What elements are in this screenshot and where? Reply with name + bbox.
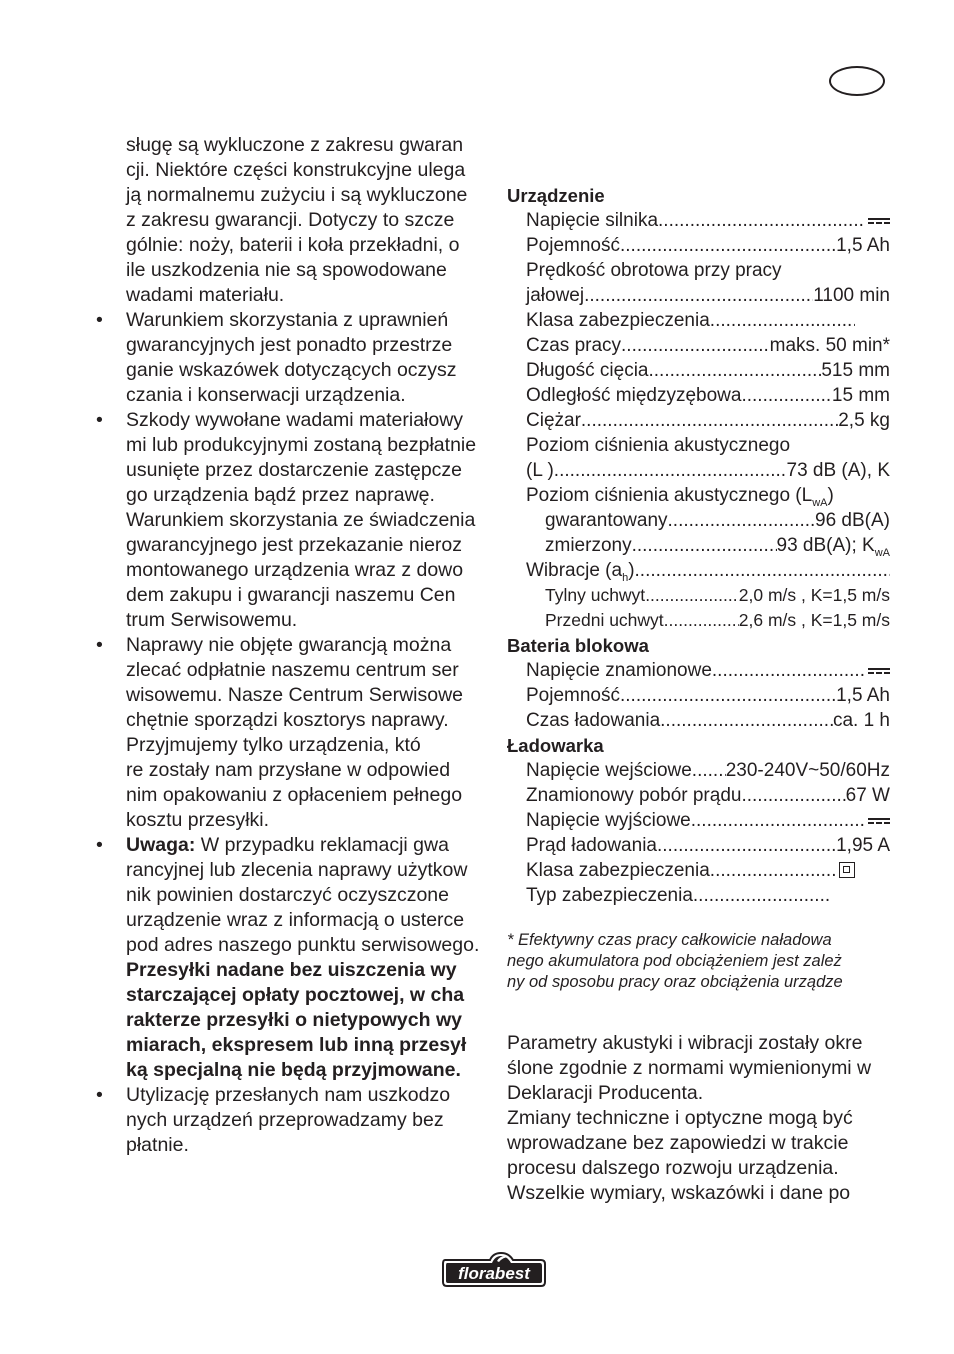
spec-row-charge-time xyxy=(507,708,890,733)
spec-row-rated-voltage xyxy=(507,658,890,683)
text-line: wadami materiału. xyxy=(126,284,285,306)
charger-heading: Ładowarka xyxy=(507,735,604,756)
leader-dots xyxy=(554,458,787,483)
spec-value: 230-240V~50/60Hz xyxy=(725,760,890,781)
spec-value: 515 mm xyxy=(821,360,890,381)
spec-label: jałowej xyxy=(526,285,585,306)
leader-dots xyxy=(710,308,855,333)
text-line: ganie wskazówek dotyczących oczysz xyxy=(126,359,457,381)
leader-dots xyxy=(660,708,833,733)
spec-label: Odległość międzyzębowa xyxy=(526,385,742,406)
leader-dots xyxy=(632,533,777,558)
spec-label: Klasa zabezpieczenia xyxy=(526,860,710,881)
text-line: Warunkiem skorzystania ze świadczenia xyxy=(126,509,476,531)
text-line: z zakresu gwarancji. Dotyczy to szcze xyxy=(126,209,455,231)
spec-value: 15 mm xyxy=(831,385,890,406)
spec-label: (L ) xyxy=(526,460,554,481)
spec-value xyxy=(777,533,891,558)
leader-dots xyxy=(657,833,836,858)
bold-text-line: rakterze przesyłki o nietypowych wy xyxy=(126,1009,462,1031)
spec-label-text: ) xyxy=(628,560,635,581)
text-line: Parametry akustyki i wibracji zostały okre xyxy=(507,1032,863,1054)
spec-row-run-time xyxy=(507,333,890,358)
warranty-text-column xyxy=(92,133,487,1158)
leader-dots xyxy=(621,333,770,358)
text-line: sługę są wykluczone z zakresu gwaran xyxy=(126,134,464,156)
spec-label xyxy=(526,558,635,583)
spec-row-input-voltage xyxy=(507,758,890,783)
leader-dots xyxy=(712,658,864,683)
florabest-logo xyxy=(439,1252,549,1288)
text-line: wisowemu. Nasze Centrum Serwisowe xyxy=(126,684,464,706)
text-line: nik powinien dostarczyć oczyszczone xyxy=(126,884,449,906)
spec-row-vibration xyxy=(507,558,890,583)
spec-row-protection-class xyxy=(507,308,890,333)
spec-row-speed xyxy=(507,283,890,308)
text-line: Zmiany techniczne i optyczne mogą być xyxy=(507,1107,853,1129)
leader-dots xyxy=(692,758,726,783)
spec-label: Znamionowy pobór prądu xyxy=(526,785,742,806)
spec-label: Typ zabezpieczenia xyxy=(526,885,693,906)
spec-row-output-voltage xyxy=(507,808,890,833)
subscript: wA xyxy=(874,546,890,559)
text-line: czania i konserwacji urządzenia. xyxy=(126,384,406,406)
spec-row-charge-current xyxy=(507,833,890,858)
text-line: trum Serwisowemu. xyxy=(126,609,298,631)
leader-dots xyxy=(741,383,831,408)
spec-row-weight xyxy=(507,408,890,433)
text-line: zlecać odpłatnie naszemu centrum ser xyxy=(126,659,459,681)
leader-dots xyxy=(691,808,864,833)
text-line: Deklaracji Producenta. xyxy=(507,1082,704,1104)
text-line: gwarancyjnego jest przekazanie nieroz xyxy=(126,534,463,556)
leader-dots xyxy=(649,358,822,383)
text-line: urządzenie wraz z informacją o usterce xyxy=(126,909,465,931)
text-span: W przypadku reklamacji gwa xyxy=(195,834,449,856)
spec-label: Klasa zabezpieczenia xyxy=(526,310,710,331)
text-line: nych urządzeń przeprowadzamy bez xyxy=(126,1109,444,1131)
leader-dots xyxy=(584,283,813,308)
text-line: go urządzenia bądź przez naprawę. xyxy=(126,484,435,506)
spec-row-motor-voltage xyxy=(507,208,890,233)
text-line: ją normalnemu zużyciu i są wykluczone xyxy=(126,184,468,206)
spec-label: Napięcie wejściowe xyxy=(526,760,692,781)
dc-symbol-icon xyxy=(864,808,890,833)
footnote-line: * Efektywny czas pracy całkowicie naładowa xyxy=(507,931,832,949)
bullet-item: • Naprawy nie objęte gwarancją można xyxy=(92,633,487,658)
bullet-item xyxy=(92,833,487,858)
protection-class-2-icon xyxy=(835,858,855,883)
bullet-item: • Warunkiem skorzystania z uprawnień xyxy=(92,308,487,333)
spec-label-text: Poziom ciśnienia akustycznego (L xyxy=(526,485,813,506)
spec-row-rated-power xyxy=(507,783,890,808)
technical-data-column xyxy=(507,183,890,1206)
text-line: ślone zgodnie z normami wymienionymi w xyxy=(507,1057,872,1079)
spec-label: Napięcie znamionowe xyxy=(526,660,712,681)
subscript: wA xyxy=(812,496,828,509)
text-line: mi lub produkcyjnymi zostaną bezpłatnie xyxy=(126,434,477,456)
text-line: pod adres naszego punktu serwisowego. xyxy=(126,934,480,956)
device-heading: Urządzenie xyxy=(507,185,605,206)
spec-row-rear-handle xyxy=(507,583,890,608)
spec-value: 2,5 kg xyxy=(838,410,890,431)
spec-label: Prędkość obrotowa przy pracy xyxy=(526,260,782,281)
spec-row-pressure xyxy=(507,458,890,483)
text-line: re zostały nam przysłane w odpowied xyxy=(126,759,451,781)
spec-row-front-handle xyxy=(507,608,890,633)
spec-label: Prąd ładowania xyxy=(526,835,657,856)
spec-value: maks. 50 min* xyxy=(769,335,890,356)
battery-heading: Bateria blokowa xyxy=(507,635,649,656)
logo-text: florabest xyxy=(458,1264,530,1283)
spec-label: Pojemność xyxy=(526,235,620,256)
text-line: ile uszkodzenia nie są spowodowane xyxy=(126,259,447,281)
leader-dots xyxy=(741,783,845,808)
language-badge-oval xyxy=(829,66,885,96)
spec-label: Długość cięcia xyxy=(526,360,649,381)
leader-dots xyxy=(710,858,835,883)
text-line: wprowadzane bez zapowiedzi w trakcie xyxy=(507,1132,849,1154)
spec-value: 96 dB(A) xyxy=(815,510,890,531)
bold-text-line: miarach, ekspresem lub inną przesył xyxy=(126,1034,467,1056)
spec-row-fuse-type xyxy=(507,883,890,908)
spec-row-battery-capacity xyxy=(507,683,890,708)
spec-label-text: Wibracje (a xyxy=(526,560,623,581)
spec-value: 1,5 Ah xyxy=(836,685,890,706)
leader-dots xyxy=(581,408,838,433)
spec-label: Przedni uchwyt xyxy=(545,610,664,630)
bold-text-line: ką specjalną nie będą przyjmowane. xyxy=(126,1059,461,1081)
leader-dots xyxy=(645,583,739,608)
leader-dots xyxy=(693,883,829,908)
spec-value: 1,95 A xyxy=(836,835,890,856)
spec-value: 73 dB (A), K xyxy=(786,460,890,481)
warning-label: Uwaga: xyxy=(126,834,196,856)
spec-label: Czas ładowania xyxy=(526,710,661,731)
text-line: montowanego urządzenia wraz z dowo xyxy=(126,559,464,581)
spec-label: Poziom ciśnienia akustycznego xyxy=(526,435,791,456)
text-line: procesu dalszego rozwoju urządzenia. xyxy=(507,1157,839,1179)
leader-dots xyxy=(635,558,890,583)
bullet-item: • Utylizację przesłanych nam uszkodzo xyxy=(92,1083,487,1108)
dc-symbol-icon xyxy=(864,208,890,233)
spec-row-charger-class xyxy=(507,858,890,883)
footnote-line: ny od sposobu pracy oraz obciążenia urządze xyxy=(507,973,843,991)
spec-value: 67 W xyxy=(845,785,890,806)
spec-row-cut-length xyxy=(507,358,890,383)
spec-value: 2,6 m/s , K=1,5 m/s xyxy=(738,610,890,630)
spec-value: 1,5 Ah xyxy=(836,235,890,256)
spec-row-power-label xyxy=(507,483,890,508)
bold-text-line: Przesyłki nadane bez uiszczenia wy xyxy=(126,959,457,981)
text-line: nim opakowaniu z opłaceniem pełnego xyxy=(126,784,463,806)
spec-label: gwarantowany xyxy=(545,510,668,531)
footnote-line: nego akumulatora pod obciążeniem jest zależ xyxy=(507,952,842,970)
spec-label: Napięcie wyjściowe xyxy=(526,810,691,831)
spec-label xyxy=(526,483,834,508)
spec-row-measured xyxy=(507,533,890,558)
leader-dots xyxy=(658,208,864,233)
bullet-item: • Szkody wywołane wadami materiałowy xyxy=(92,408,487,433)
spec-row-speed-label xyxy=(507,258,890,283)
spec-row-pressure-label xyxy=(507,433,890,458)
text-line: usunięte przez dostarczenie zastępcze xyxy=(126,459,463,481)
text-line: Wszelkie wymiary, wskazówki i dane po xyxy=(507,1182,851,1204)
text-line: Przyjmujemy tylko urządzenia, któ xyxy=(126,734,421,756)
spec-label: Napięcie silnika xyxy=(526,210,659,231)
text-line: rancyjnej lub zlecenia naprawy użytkow xyxy=(126,859,468,881)
text-line: kosztu przesyłki. xyxy=(126,809,270,831)
bold-text-line: starczającej opłaty pocztowej, w cha xyxy=(126,984,465,1006)
text-line: dem zakupu i gwarancji naszemu Cen xyxy=(126,584,456,606)
spec-row-capacity xyxy=(507,233,890,258)
spec-label: Tylny uchwyt xyxy=(545,585,646,605)
text-line: gólnie: noży, baterii i koła przekładni, o xyxy=(126,234,460,256)
text-line: gwarancyjnych jest ponadto przestrze xyxy=(126,334,453,356)
leader-dots xyxy=(620,233,836,258)
spec-label-text: ) xyxy=(827,485,834,506)
spec-row-guaranteed xyxy=(507,508,890,533)
spec-label: Pojemność xyxy=(526,685,620,706)
leader-dots xyxy=(620,683,836,708)
leader-dots xyxy=(668,508,815,533)
spec-value: ca. 1 h xyxy=(832,710,890,731)
spec-value: 2,0 m/s , K=1,5 m/s xyxy=(738,585,890,605)
text-line: cji. Niektóre części konstrukcyjne ulega xyxy=(126,159,466,181)
spec-label: Czas pracy xyxy=(526,335,622,356)
dc-symbol-icon xyxy=(864,658,890,683)
spec-row-tooth-spacing xyxy=(507,383,890,408)
text-line: płatnie. xyxy=(126,1134,189,1156)
spec-value: 1100 min xyxy=(813,285,890,306)
spec-label: Ciężar xyxy=(526,410,581,431)
spec-label: zmierzony xyxy=(545,535,632,556)
text-line: chętnie sporządzi kosztorys naprawy. xyxy=(126,709,449,731)
leader-dots xyxy=(664,608,739,633)
subscript: h xyxy=(622,571,629,584)
spec-value-text: 93 dB(A); K xyxy=(776,535,875,556)
